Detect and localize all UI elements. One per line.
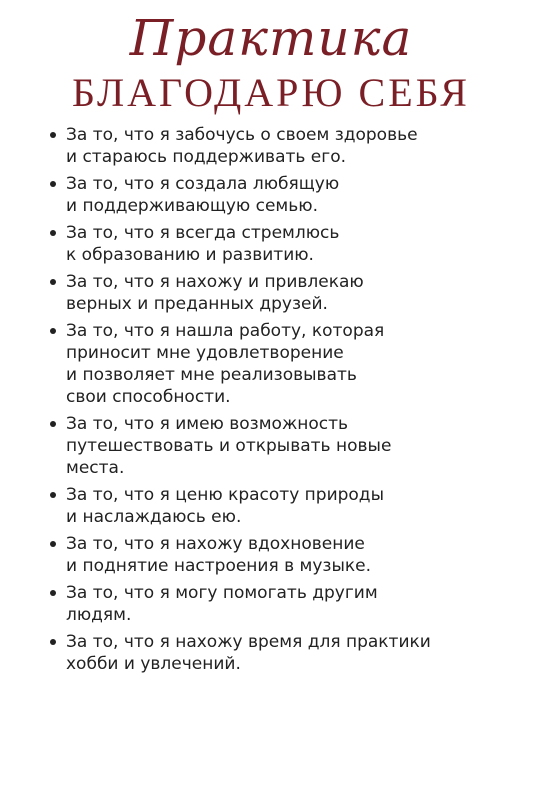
list-item: За то, что я нашла работу, которая приносит мне удовлетворение и позволяет мне реализовывать свои способности. (66, 320, 536, 408)
list-item: За то, что я нахожу вдохновение и поднятие настроения в музыке. (66, 533, 536, 577)
list-item: За то, что я создала любящую и поддерживающую семью. (66, 173, 536, 217)
list-item: За то, что я нахожу и привлекаю верных и преданных друзей. (66, 271, 536, 315)
list-item: За то, что я забочусь о своем здоровье и стараюсь поддерживать его. (66, 124, 536, 168)
list-item: За то, что я нахожу время для практики хобби и увлечений. (66, 631, 536, 675)
list-item: За то, что я всегда стремлюсь к образованию и развитию. (66, 222, 536, 266)
script-title: Практика (129, 9, 413, 67)
list-item: За то, что я ценю красоту природы и наслаждаюсь ею. (66, 484, 536, 528)
gratitude-list (66, 124, 536, 680)
page-title: БЛАГОДАРЮ СЕБЯ (72, 70, 470, 115)
list-item: За то, что я могу помогать другим людям. (66, 582, 536, 626)
list-item: За то, что я имею возможность путешествовать и открывать новые места. (66, 413, 536, 479)
